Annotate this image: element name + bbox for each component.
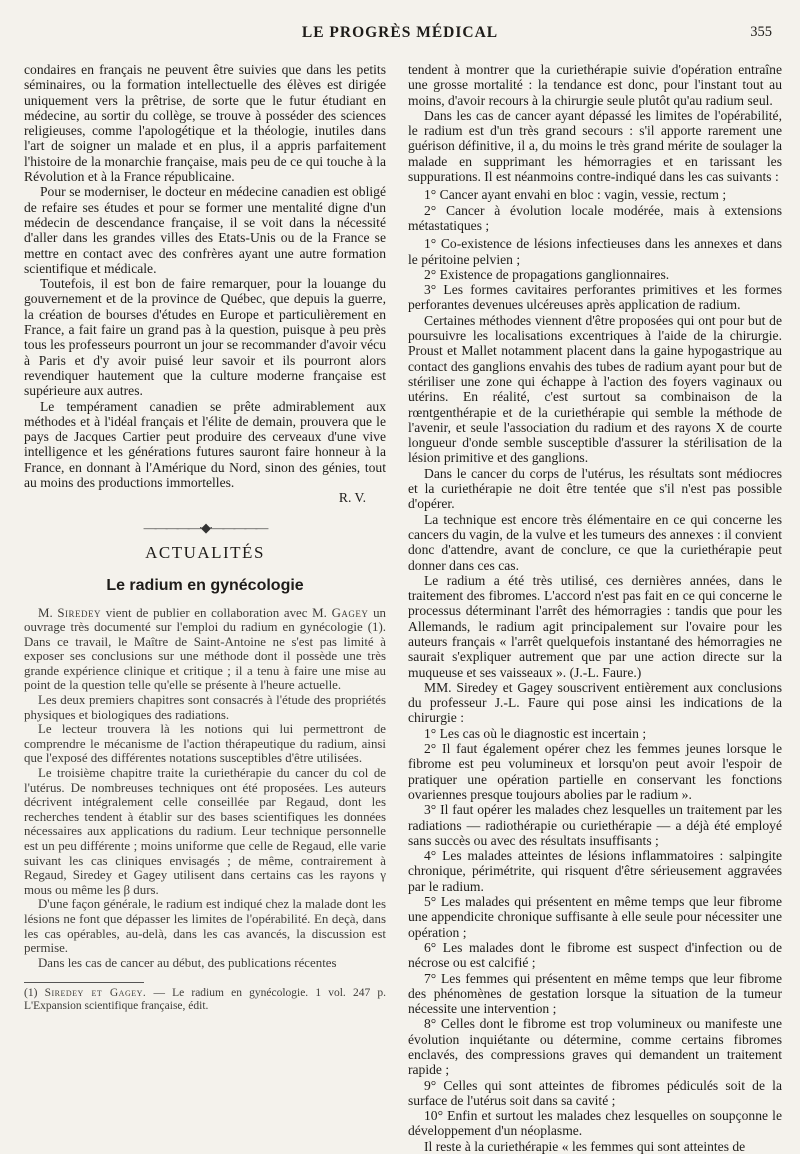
paragraph: MM. Siredey et Gagey souscrivent entièrement aux conclusions du professeur J.-L. Faure qui pose ainsi les indications de la chirurgie : xyxy=(408,679,782,726)
contraindication-list-a xyxy=(408,187,782,233)
paragraph: Pour se moderniser, le docteur en médecine canadien est obligé de refaire ses études et pour se former une mentalité digne d'un médecin de descendance française, il se voit dans la nécessité d'aller dans les grandes villes des Etats-Unis ou de la France se mettre en contact avec des confrères ayant une autre formation scientifique et médicale. xyxy=(24,184,386,276)
list-item: 5° Les malades qui présentent en même temps que leur fibrome une appendicite chronique suffisante à elle seule pour nécessiter une opération ; xyxy=(408,894,782,940)
footnote-rule xyxy=(24,982,144,983)
list-item: 4° Les malades atteintes de lésions inflammatoires : salpingite chronique, périmétrite, qui risquent d'être sérieusement aggravées par le radium. xyxy=(408,848,782,894)
paragraph: Dans les cas de cancer au début, des publications récentes xyxy=(38,955,337,970)
list-item: 2° Il faut également opérer chez les femmes jeunes lorsque le fibrome est peu volumineux et lorsqu'on peut avoir l'espoir de pratiquer une opération partielle en conservant les fonctions ovariennes presque toujours abolies par le radium ». xyxy=(408,741,782,802)
paragraph: D'une façon générale, le radium est indiqué chez la malade dont les lésions ne font que dépasser les limites de l'opérabilité. En deçà, dans les cas opérables, au-delà, dans les cas avancés, la discussion est permise. xyxy=(24,897,386,956)
section-title: ACTUALITÉS xyxy=(145,542,265,562)
paragraph: Les deux premiers chapitres sont consacrés à l'étude des propriétés physiques et biologiques des radiations. xyxy=(24,693,386,722)
list-item: 10° Enfin et surtout les malades chez lesquelles on soupçonne le développement d'un néoplasme. xyxy=(408,1108,782,1139)
running-header xyxy=(0,24,800,46)
list-item: 3° Les formes cavitaires perforantes primitives et les formes perforantes devenues ulcéreuses après application de radium. xyxy=(408,282,782,313)
paragraph: Dans les cas de cancer ayant dépassé les limites de l'opérabilité, le radium est d'un très grand secours : s'il apporte rarement une guérison définitive, il a, du moins le très grand mérite de soulager la malade en supprimant les hémorragies et en tarissant les suppurations. Il est néanmoins contre-indiqué dans les cas suivants : xyxy=(408,107,782,185)
right-column xyxy=(408,62,782,1154)
list-item: 2° Existence de propagations ganglionnaires. xyxy=(424,266,670,282)
indication-list xyxy=(408,726,782,1154)
list-item: 8° Celles dont le fibrome est trop volumineux ou manifeste une évolution inquiétante ou détermine, comme certains fibromes enclavés, des compressions graves qui demandent un traitement rapide ; xyxy=(408,1016,782,1078)
ornament-divider: —————·◆·————— xyxy=(143,519,267,535)
list-item: 1° Co-existence de lésions infectieuses dans les annexes et dans le péritoine pelvien ; xyxy=(408,236,782,267)
list-item: 1° Les cas où le diagnostic est incertain ; xyxy=(424,725,647,741)
article-intro: M. Siredey vient de publier en collaboration avec M. Gagey un ouvrage très documenté sur l'emploi du radium en gynécologie (1). Dans ce travail, le Maître de Saint-Antoine ne s'est pas limité à exposer ses conclusions sur une méthode dont il possède une très grande expérience clinique et critique ; il a tenu à faire une mise au point de la question telle qu'elle se présente à l'heure actuelle. xyxy=(24,605,386,693)
paragraph: Le troisième chapitre traite la curiethérapie du cancer du col de l'utérus. De nombreuses techniques ont été proposées. Les auteurs décrivent intégralement celle conseillée par Regaud, dont les recherches tendent à établir sur des bases scientifiques les données nécessaires aux applications du radium. Leur technique personnelle est un peu différente ; moins uniforme que celle de Regaud, elle varie suivant les cas cliniques envisagés ; de même, contrairement à Regaud, Siredey et Gagey utilisent dans certains cas les rayons γ mous ou même les β durs. xyxy=(24,766,386,897)
list-item: 2° Cancer à évolution locale modérée, mais à extensions métastatiques ; xyxy=(408,202,782,233)
signature: R. V. xyxy=(338,490,366,506)
paragraph: Certaines méthodes viennent d'être proposées qui ont pour but de poursuivre les localisations excentriques à l'aide de la chirurgie. Proust et Mallet notamment placent dans la gaine hypogastrique au contact des ganglions envahis des tubes de radium ayant pour but de stériliser une zone qui échappe à l'action des foyers vaginaux ou utérins. En réalité, c'est surtout sa combinaison de la rœntgenthérapie et de la curiethérapie qui semble la méthode de l'avenir, et seule l'association du radium et des rayons X de courte longueur d'onde semble susceptible d'assurer la stérilisation de la lésion primitive et des ganglions. xyxy=(408,312,782,466)
list-item: 3° Il faut opérer les malades chez lesquelles un traitement par les radiations — radiothérapie ou curiethérapie — a déjà été employé sans succès ou avec des résultats insuffisants ; xyxy=(408,802,782,848)
paragraph: Le tempérament canadien se prête admirablement aux méthodes et à l'idéal français et l'élite de demain, prouvera que le pays de Jacques Cartier peut produire des cerveaux d'une vive intelligence et les générations futures sauront faire honneur à la France, en donnant à l'Amérique du Nord, sinon des génies, tout au moins des productions immortelles. xyxy=(24,398,386,491)
paragraph: Le lecteur trouvera là les notions qui lui permettront de comprendre le mécanisme de l'action thérapeutique du radium, ainsi que l'exposé des différentes notations susceptibles d'être utilisées. xyxy=(24,722,386,766)
page-number: 355 xyxy=(750,24,772,40)
paragraph: Toutefois, il est bon de faire remarquer, pour la louange du gouvernement et de la province de Québec, que depuis la guerre, la création de bourses d'études en Europe et particulièrement en France, a fait faire un grand pas à la question, puisque à peu près tous les professeurs pourront un jour se recommander d'avoir vécu à Paris et d'y avoir puisé leur savoir et ils pourront alors revendiquer hautement que la culture moderne française est supérieure aux autres. xyxy=(24,276,386,399)
list-item: 9° Celles qui sont atteintes de fibromes pédiculés soit de la surface de l'utérus soit dans sa cavité ; xyxy=(408,1077,782,1108)
journal-title: LE PROGRÈS MÉDICAL xyxy=(301,24,499,41)
article-heading: Le radium en gynécologie xyxy=(106,577,304,595)
paragraph: Le radium a été très utilisé, ces dernières années, dans le traitement des fibromes. L'accord n'est pas fait en ce qui concerne le processus déterminant l'arrêt des hémorragies : tandis que pour les Allemands, le radium agit principalement sur l'ovaire pour les auteurs français « l'arrêt quelquefois instantané des hémorragies ne saurait s'expliquer autrement que par une action directe sur la muqueuse et ses vaisseaux ». (J.-L. Faure.) xyxy=(408,572,782,680)
paragraph: Dans le cancer du corps de l'utérus, les résultats sont médiocres et la curiethérapie ne doit être tentée que s'il n'est pas possible d'opérer. xyxy=(408,465,782,512)
footnote: (1) Siredey et Gagey. — Le radium en gynécologie. 1 vol. 247 p. L'Expansion scientifique française, édit. xyxy=(24,987,386,1013)
author-name: Gagey xyxy=(331,605,369,620)
list-item: 1° Cancer ayant envahi en bloc : vagin, vessie, rectum ; xyxy=(424,187,727,203)
left-column xyxy=(24,62,386,1013)
list-item: Il reste à la curiethérapie « les femmes qui sont atteintes de xyxy=(424,1138,746,1154)
list-item: 6° Les malades dont le fibrome est suspect d'infection ou de nécrose ou est calcifié ; xyxy=(408,939,782,971)
paragraph: La technique est encore très élémentaire en ce qui concerne les cancers du vagin, de la vulve et les tumeurs des annexes : il convient donc d'attendre, avant de conclure, ce que la curiethérapie peut donner dans ces cas. xyxy=(408,511,782,573)
article-body xyxy=(24,606,386,971)
paragraph: condaires en français ne peuvent être suivies que dans les petits séminaires, ou la formation intellectuelle des élèves est dirigée uniquement vers la prêtrise, de sorte que le futur étudiant en médecine, au sortir du collège, se trouve à posséder des sciences religieuses, comme l'apologétique et la théologie, inutiles dans l'art de soigner un malade et en plus, il a appris parfaitement l'histoire de la monarchie française, mais peu de ce qui touche à la Révolution et à la France républicaine. xyxy=(24,62,386,185)
author-name: Siredey xyxy=(57,605,102,620)
list-item: 7° Les femmes qui présentent en même temps que leur fibrome des phénomènes de gestation lorsque la situation de la tumeur nécessite une intervention ; xyxy=(408,970,782,1017)
paragraph: tendent à montrer que la curiethérapie suivie d'opération entraîne une grosse mortalité : la tendance est donc, pour l'instant tout au moins, d'avoir recours à la chirurgie seule plutôt qu'au radium seul. xyxy=(408,62,782,108)
contraindication-list-b xyxy=(408,236,782,312)
